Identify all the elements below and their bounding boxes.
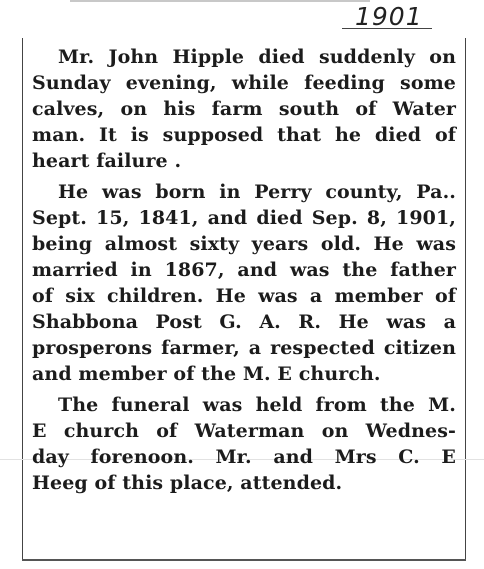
clipping-bottom-edge (22, 559, 466, 561)
article-line: E church of Waterman on Wednes- (32, 420, 456, 442)
article-line: heart failure . (32, 150, 182, 172)
handwritten-year: 1901 (355, 2, 423, 31)
scan-edge-top (70, 0, 370, 2)
article-line: being almost sixty years old. He was (32, 233, 456, 255)
obituary-article (32, 44, 456, 496)
article-line: Shabbona Post G. A. R. He was a (32, 311, 456, 333)
paragraph-death-notice (32, 44, 456, 174)
article-line: Heeg of this place, attended. (32, 472, 343, 494)
article-line: calves, on his farm south of Water (32, 98, 456, 120)
article-line: man. It is supposed that he died of (32, 124, 456, 146)
article-line: Mr. John Hipple died suddenly on (58, 46, 456, 68)
article-line: married in 1867, and was the father (32, 259, 456, 281)
article-line: day forenoon. Mr. and Mrs C. E (32, 446, 456, 468)
paragraph-funeral (32, 392, 456, 496)
article-line: and member of the M. E church. (32, 363, 381, 385)
article-line: He was born in Perry county, Pa.. (58, 181, 456, 203)
paragraph-biography (32, 179, 456, 387)
article-line: prosperons farmer, a respected citizen (32, 337, 456, 359)
article-line: The funeral was held from the M. (58, 394, 456, 416)
article-line: Sept. 15, 1841, and died Sep. 8, 1901, (32, 207, 456, 229)
article-line: of six children. He was a member of (32, 285, 456, 307)
article-line: Sunday evening, while feeding some (32, 72, 456, 94)
